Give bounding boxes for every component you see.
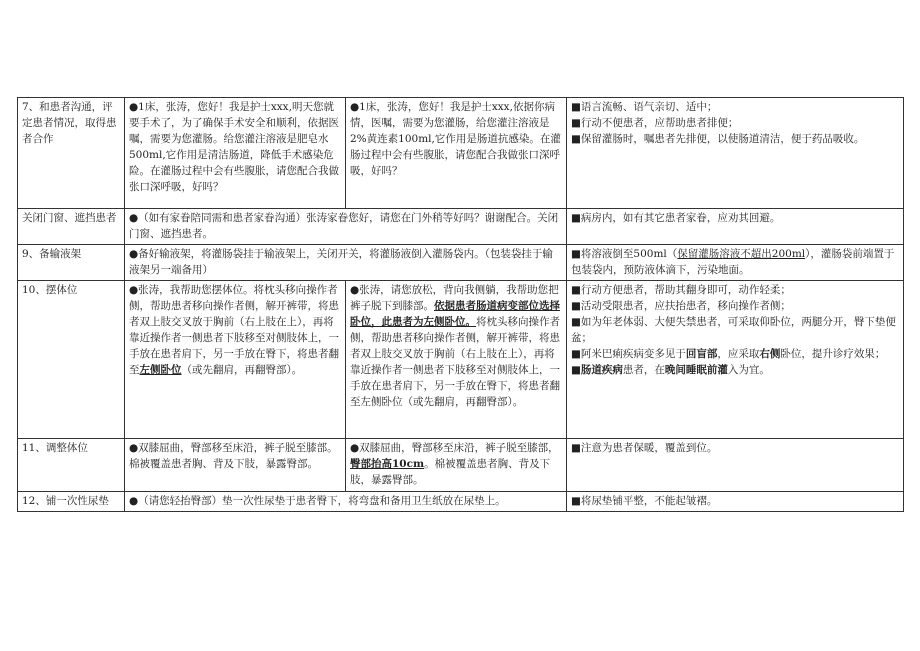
script-cell: ●（请您轻抬臀部）垫一次性尿垫于患者臀下，将弯盘和备用卫生纸放在尿垫上。 <box>125 492 567 512</box>
notes-cell <box>567 209 904 245</box>
script-cell-retention-enema <box>346 439 567 492</box>
step-cell: 关闭门窗、遮挡患者 <box>18 209 125 245</box>
script-cell-soap-enema <box>125 439 346 492</box>
table-row <box>18 439 904 492</box>
note-item: ■肠道疾病患者，在晚间睡眠前灌入为宜。 <box>571 364 770 376</box>
table-row <box>18 209 904 245</box>
table-row <box>18 98 904 209</box>
script-emphasis: 臀部抬高10cm <box>350 458 425 470</box>
notes-cell <box>567 439 904 492</box>
step-cell: 9、备输液架 <box>18 245 125 281</box>
script-text: ●张涛，我帮助您摆体位。将枕头移向操作者侧，帮助患者移向操作者侧，解开裤带，将患者双上肢交叉放于胸前（右上肢在上），再将靠近操作者一侧患者下肢移至对侧肢体上，一手放在患者肩下，另一手放在臀下，将患者翻至 <box>129 284 339 376</box>
note-text: ■将溶液倒至500ml（ <box>571 248 678 260</box>
script-text: 。棉被覆盖患者胸、背及下肢，暴露臀部。 <box>350 458 551 486</box>
note-item: ■保留灌肠时，嘱患者先排便，以使肠道清洁，便于药品吸收。 <box>571 133 865 145</box>
script-text: ●1床，张涛，您好！我是护士xxx,明天您就要手术了，为了确保手术安全和顺利，依据医嘱，需要为您灌肠。给您灌注溶液是肥皂水500ml,它作用是清洁肠道，降低手术感染危险。在灌肠过程中会有些腹胀，请您配合我做张口深呼吸，好吗？ <box>129 101 339 193</box>
step-cell: 7、和患者沟通，评定患者情况，取得患者合作 <box>18 98 125 209</box>
script-text: ●双膝屈曲，臀部移至床沿，裤子脱至膝部， <box>350 442 559 454</box>
note-item: ■行动不便患者，应帮助患者排便； <box>571 117 739 129</box>
note-item: ■活动受限患者，应扶抬患者，移向操作者侧； <box>571 300 791 312</box>
script-text: ●张涛，请您放松，背向我侧躺，我帮助您把裤子脱下到膝部。 <box>350 284 559 312</box>
script-cell: ●备好输液架，将灌肠袋挂于输液架上，关闭开关，将灌肠液倒入灌肠袋内。（包装袋挂于输液架另一端备用） <box>125 245 567 281</box>
script-emphasis: 左侧卧位 <box>139 364 182 376</box>
note-underlined: 保留灌肠溶液不超出200ml <box>677 248 806 260</box>
note-item: ■将尿垫铺平整，不能起皱褶。 <box>571 495 718 507</box>
step-cell: 10、摆体位 <box>18 281 125 439</box>
note-item: ■阿米巴痢疾病变多见于回盲部，应采取右侧卧位，提升诊疗效果； <box>571 348 886 360</box>
script-text: ●双膝屈曲，臀部移至床沿，裤子脱至膝部。棉被覆盖患者胸、背及下肢，暴露臀部。 <box>129 442 338 470</box>
note-item: ■语言流畅、语气亲切、适中； <box>571 101 718 113</box>
procedure-table <box>17 97 904 512</box>
note-text: ），灌肠袋前端置于包装袋内，预防液体滴下，污染地面。 <box>571 248 895 276</box>
script-cell: ●（如有家眷陪同需和患者家眷沟通）张涛家眷您好，请您在门外稍等好吗？谢谢配合。关闭门窗、遮挡患者。 <box>125 209 567 245</box>
script-text: 将枕头移向操作者侧，帮助患者移向操作者侧，解开裤带，将患者双上肢交叉放于胸前（右上肢在上），再将靠近操作者一侧患者下肢移至对侧肢体上，一手放在患者肩下，另一手放在臀下，将患者翻至左侧卧位（或先翻肩，再翻臀部）。 <box>350 316 560 408</box>
notes-cell <box>567 281 904 439</box>
script-emphasis: 依据患者肠道病变部位选择卧位，此患者为左侧卧位。 <box>350 300 560 328</box>
note-item: ■行动方便患者，帮助其翻身即可，动作轻柔； <box>571 284 791 296</box>
note-item: ■如为年老体弱、大便失禁患者，可采取仰卧位，两腿分开，臀下垫便盆； <box>571 316 896 344</box>
script-cell-retention-enema <box>346 281 567 439</box>
table-row <box>18 492 904 512</box>
table-row <box>18 281 904 439</box>
step-cell: 11、调整体位 <box>18 439 125 492</box>
notes-cell <box>567 245 904 281</box>
notes-cell <box>567 492 904 512</box>
note-item: ■病房内，如有其它患者家眷，应劝其回避。 <box>571 212 781 224</box>
notes-cell <box>567 98 904 209</box>
script-text: ●1床，张涛，您好！我是护士xxx,依据你病情，医嘱，需要为您灌肠，给您灌注溶液是2%黄连素100ml,它作用是肠道抗感染。在灌肠过程中会有些腹胀，请您配合我做张口深呼吸，好吗？ <box>350 101 561 177</box>
step-cell: 12、铺一次性尿垫 <box>18 492 125 512</box>
script-cell-soap-enema <box>125 281 346 439</box>
note-item: ■注意为患者保暖，覆盖到位。 <box>571 442 718 454</box>
script-cell-retention-enema <box>346 98 567 209</box>
table-row <box>18 245 904 281</box>
script-text: （或先翻肩，再翻臀部）。 <box>181 364 303 376</box>
script-cell-soap-enema <box>125 98 346 209</box>
